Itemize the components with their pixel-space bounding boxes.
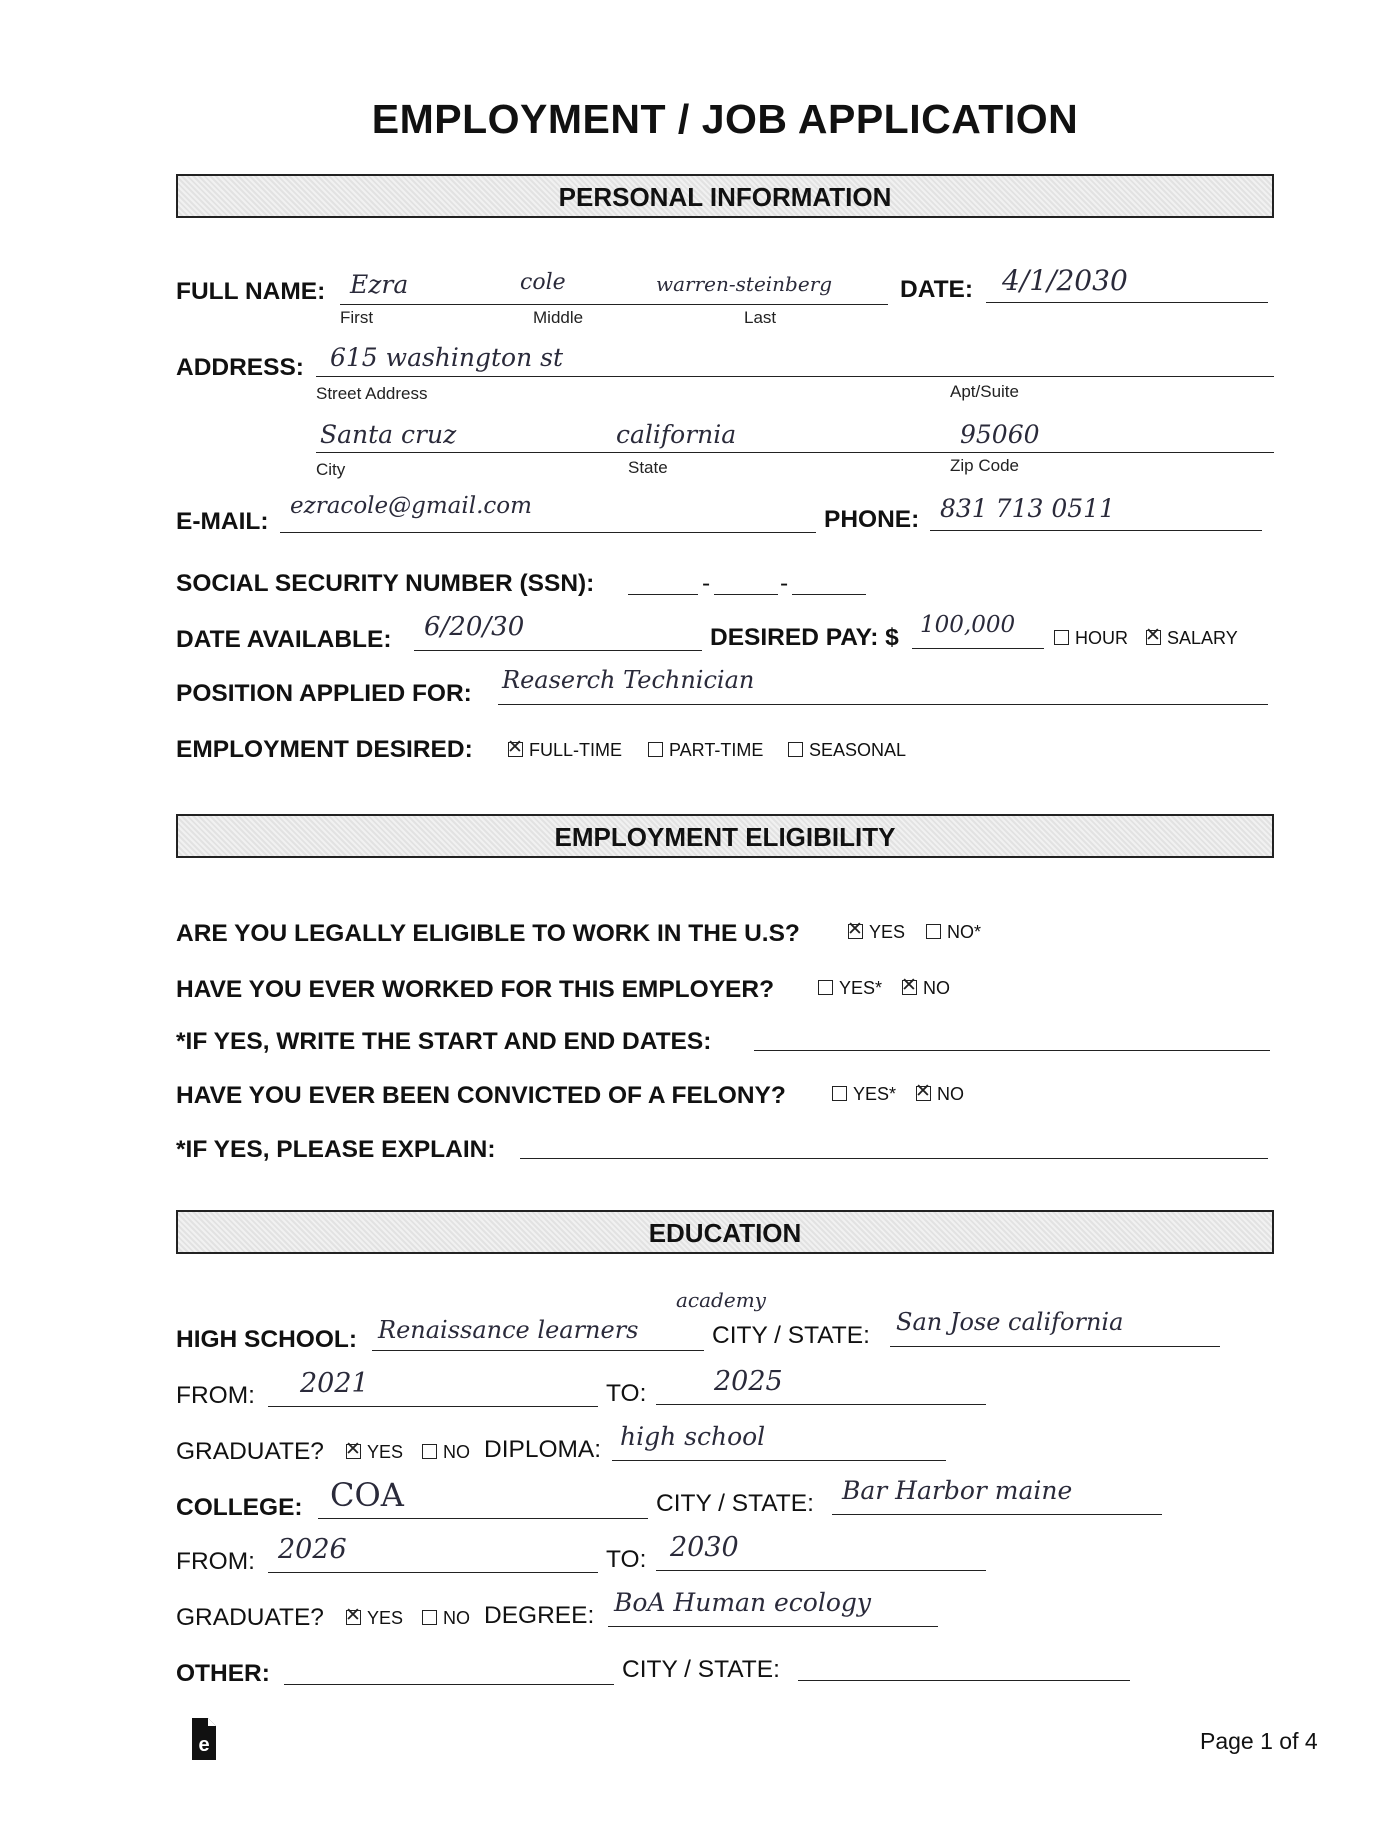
ssn-part3-field[interactable] — [792, 594, 866, 595]
diploma-field[interactable]: high school — [620, 1422, 766, 1451]
eligible-no-option[interactable]: NO* — [926, 922, 981, 943]
seasonal-checkbox[interactable] — [788, 742, 803, 757]
last-sublabel: Last — [744, 308, 777, 327]
hs-city-state-line — [890, 1346, 1220, 1347]
date-available-field[interactable]: 6/20/30 — [424, 612, 525, 642]
phone-line — [930, 530, 1262, 531]
college-graduate-yes-option[interactable]: ✕ YES — [346, 1608, 403, 1629]
felony-no-option[interactable]: ✕ NO — [916, 1084, 964, 1105]
phone-field[interactable]: 831 713 0511 — [940, 494, 1115, 523]
hs-graduate-no-checkbox[interactable] — [422, 1444, 437, 1459]
college-label: COLLEGE: — [176, 1494, 303, 1521]
eligible-question: ARE YOU LEGALLY ELIGIBLE TO WORK IN THE U.S? — [176, 920, 800, 947]
seasonal-option[interactable]: SEASONAL — [788, 740, 906, 761]
explain-field[interactable] — [520, 1158, 1268, 1159]
high-school-line — [372, 1350, 704, 1351]
middle-sublabel: Middle — [533, 308, 584, 327]
svg-text:e: e — [198, 1734, 210, 1756]
worked-before-question: HAVE YOU EVER WORKED FOR THIS EMPLOYER? — [176, 976, 775, 1003]
diploma-label: DIPLOMA: — [484, 1436, 602, 1463]
street-address-sublabel: Street Address — [316, 384, 428, 403]
degree-line — [608, 1626, 938, 1627]
hour-checkbox[interactable] — [1054, 630, 1069, 645]
start-end-dates-label: *IF YES, WRITE THE START AND END DATES: — [176, 1028, 712, 1055]
section-header-education: EDUCATION — [176, 1210, 1274, 1254]
worked-yes-checkbox[interactable] — [818, 980, 833, 995]
section-header-personal: PERSONAL INFORMATION — [176, 174, 1274, 218]
hs-city-state-field[interactable]: San Jose california — [896, 1308, 1124, 1336]
desired-pay-label: DESIRED PAY: $ — [710, 624, 899, 651]
salary-option[interactable]: ✕ SALARY — [1146, 628, 1238, 649]
part-time-option[interactable]: PART-TIME — [648, 740, 763, 761]
position-line — [498, 704, 1268, 705]
middle-name-field[interactable]: cole — [520, 270, 566, 295]
email-label: E-MAIL: — [176, 508, 269, 535]
position-field[interactable]: Reaserch Technician — [502, 666, 755, 694]
address-label: ADDRESS: — [176, 354, 304, 381]
last-name-field[interactable]: warren-steinberg — [656, 272, 833, 296]
college-to-line — [656, 1570, 986, 1571]
hs-graduate-no-option[interactable]: NO — [422, 1442, 470, 1463]
hour-option[interactable]: HOUR — [1054, 628, 1128, 649]
street-address-field[interactable]: 615 washington st — [330, 343, 564, 372]
other-city-state-label: CITY / STATE: — [622, 1656, 780, 1683]
email-line — [280, 532, 816, 533]
high-school-name-field[interactable]: Renaissance learners — [378, 1316, 639, 1344]
full-name-line — [340, 304, 888, 305]
college-city-state-field[interactable]: Bar Harbor maine — [842, 1476, 1073, 1505]
college-city-state-line — [832, 1514, 1162, 1515]
eligible-no-checkbox[interactable] — [926, 924, 941, 939]
position-label: POSITION APPLIED FOR: — [176, 680, 472, 707]
degree-field[interactable]: BoA Human ecology — [614, 1588, 872, 1617]
date-line — [986, 302, 1268, 303]
zip-sublabel: Zip Code — [950, 456, 1019, 475]
college-to-field[interactable]: 2030 — [670, 1532, 739, 1563]
hs-from-line — [268, 1406, 598, 1407]
college-line — [318, 1518, 648, 1519]
full-name-label: FULL NAME: — [176, 278, 326, 305]
part-time-checkbox[interactable] — [648, 742, 663, 757]
college-name-field[interactable]: COA — [330, 1476, 404, 1514]
hs-from-label: FROM: — [176, 1382, 255, 1409]
college-from-label: FROM: — [176, 1548, 255, 1575]
worked-no-option[interactable]: ✕ NO — [902, 978, 950, 999]
ssn-dash-1: - — [702, 570, 711, 597]
other-field[interactable] — [284, 1684, 614, 1685]
hs-graduate-yes-checkbox[interactable] — [346, 1444, 361, 1459]
city-sublabel: City — [316, 460, 346, 479]
ssn-dash-2: - — [780, 570, 789, 597]
ssn-part1-field[interactable] — [628, 594, 698, 595]
other-city-state-field[interactable] — [798, 1680, 1130, 1681]
hs-from-field[interactable]: 2021 — [300, 1368, 369, 1399]
date-label: DATE: — [900, 276, 974, 303]
hs-graduate-yes-option[interactable]: ✕ YES — [346, 1442, 403, 1463]
apt-suite-sublabel: Apt/Suite — [950, 382, 1019, 401]
state-field[interactable]: california — [616, 420, 737, 449]
hs-to-line — [656, 1404, 986, 1405]
felony-no-checkbox[interactable] — [916, 1086, 931, 1101]
state-sublabel: State — [628, 458, 668, 477]
full-time-option[interactable]: ✕ FULL-TIME — [508, 740, 622, 761]
employment-desired-label: EMPLOYMENT DESIRED: — [176, 736, 473, 763]
date-available-label: DATE AVAILABLE: — [176, 626, 392, 653]
ssn-label: SOCIAL SECURITY NUMBER (SSN): — [176, 570, 595, 597]
phone-label: PHONE: — [824, 506, 920, 533]
degree-label: DEGREE: — [484, 1602, 595, 1629]
hs-to-field[interactable]: 2025 — [714, 1366, 783, 1397]
city-state-zip-line — [316, 452, 1274, 453]
college-to-label: TO: — [606, 1546, 647, 1573]
high-school-label: HIGH SCHOOL: — [176, 1326, 358, 1353]
eligible-yes-checkbox[interactable] — [848, 924, 863, 939]
page-number: Page 1 of 4 — [1200, 1728, 1318, 1754]
hs-graduate-label: GRADUATE? — [176, 1438, 324, 1465]
desired-pay-field[interactable]: 100,000 — [920, 612, 1016, 638]
felony-question: HAVE YOU EVER BEEN CONVICTED OF A FELONY? — [176, 1082, 786, 1109]
college-city-state-label: CITY / STATE: — [656, 1490, 814, 1517]
diploma-line — [612, 1460, 946, 1461]
worked-no-checkbox[interactable] — [902, 980, 917, 995]
other-label: OTHER: — [176, 1660, 270, 1687]
college-from-field[interactable]: 2026 — [278, 1534, 347, 1565]
salary-checkbox[interactable] — [1146, 630, 1161, 645]
first-sublabel: First — [340, 308, 374, 327]
full-time-checkbox[interactable] — [508, 742, 523, 757]
explain-label: *IF YES, PLEASE EXPLAIN: — [176, 1136, 496, 1163]
college-graduate-no-option[interactable]: NO — [422, 1608, 470, 1629]
worked-yes-option[interactable]: YES* — [818, 978, 882, 999]
document-logo-icon — [192, 1718, 216, 1760]
eligible-yes-option[interactable]: ✕ YES — [848, 922, 905, 943]
college-graduate-yes-checkbox[interactable] — [346, 1610, 361, 1625]
section-header-eligibility: EMPLOYMENT ELIGIBILITY — [176, 814, 1274, 858]
email-field[interactable]: ezracole@gmail.com — [290, 493, 532, 519]
college-graduate-no-checkbox[interactable] — [422, 1610, 437, 1625]
street-line — [316, 376, 1274, 377]
start-end-dates-field[interactable] — [754, 1050, 1270, 1051]
felony-yes-option[interactable]: YES* — [832, 1084, 896, 1105]
date-available-line — [414, 650, 702, 651]
city-field[interactable]: Santa cruz — [320, 420, 457, 449]
ssn-part2-field[interactable] — [714, 594, 778, 595]
page-title: EMPLOYMENT / JOB APPLICATION — [371, 96, 1079, 142]
first-name-field[interactable]: Ezra — [350, 270, 409, 299]
date-field[interactable]: 4/1/2030 — [1002, 264, 1128, 297]
hs-to-label: TO: — [606, 1380, 647, 1407]
high-school-name-continued: academy — [676, 1288, 766, 1312]
college-from-line — [268, 1572, 598, 1573]
college-graduate-label: GRADUATE? — [176, 1604, 324, 1631]
zip-field[interactable]: 95060 — [960, 420, 1040, 449]
felony-yes-checkbox[interactable] — [832, 1086, 847, 1101]
desired-pay-line — [912, 648, 1044, 649]
hs-city-state-label: CITY / STATE: — [712, 1322, 870, 1349]
